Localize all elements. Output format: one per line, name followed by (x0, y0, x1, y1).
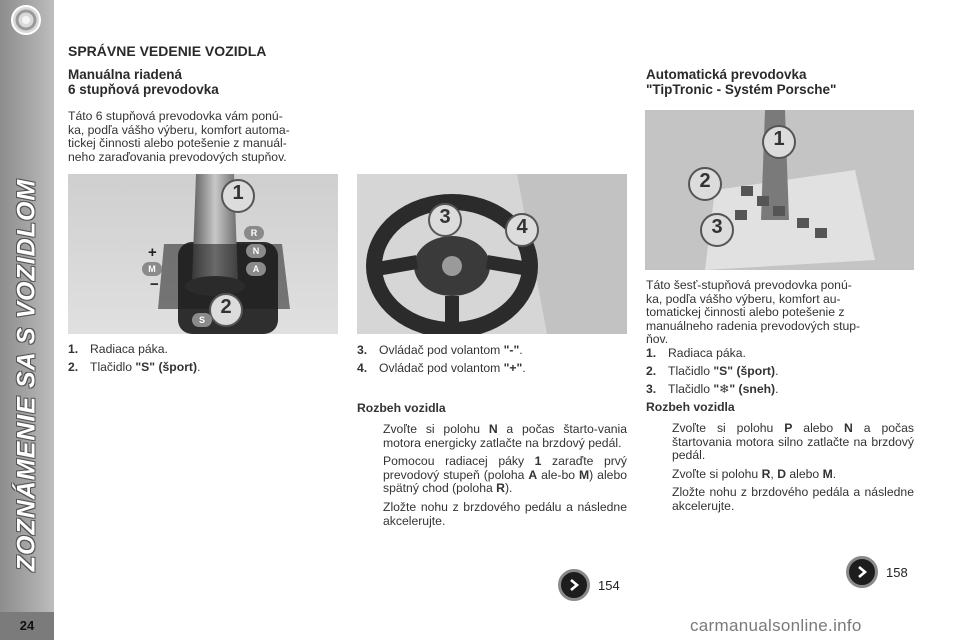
bullet-text: ale-bo (537, 467, 579, 482)
item-number: 1. (646, 346, 657, 360)
manual-title-line1: Manuálna riadená (68, 67, 183, 82)
chevron-right-icon[interactable] (846, 556, 878, 588)
automatic-legend-list (646, 344, 779, 398)
chevron-right-icon[interactable] (558, 569, 590, 601)
automatic-title-line2: "TipTronic - Systém Porsche" (646, 82, 837, 97)
item-text: Tlačidlo (668, 364, 714, 378)
manual-title-line2: 6 stupňová prevodovka (68, 82, 219, 97)
bullet-bold-text: M (579, 467, 590, 482)
section-title: SPRÁVNE VEDENIE VOZIDLA (68, 43, 267, 59)
bullet-text: Zvoľte si polohu (672, 466, 762, 481)
manual-legend-list (68, 340, 200, 376)
automatic-intro-line: manuálneho radenia prevodových stup- (646, 318, 861, 333)
watermark: carmanualsonline.info (690, 616, 862, 635)
callout-1-label: 1 (232, 182, 244, 204)
minus-label: − (150, 276, 159, 293)
callout-3-label: 3 (439, 206, 451, 228)
steering-start-bullets (357, 423, 627, 533)
item-text: Ovládač pod volantom (379, 361, 504, 375)
list-item (68, 358, 200, 376)
item-suffix: . (519, 343, 523, 357)
list-item (646, 344, 779, 362)
bullet-bold-text: M (822, 466, 833, 481)
item-text: Tlačidlo (90, 360, 136, 374)
manual-intro-line: neho zaraďovania prevodových stupňov. (68, 149, 287, 164)
list-item (357, 341, 526, 359)
item-number: 4. (357, 361, 368, 375)
manual-intro (68, 110, 338, 164)
item-text: Tlačidlo (668, 382, 714, 396)
bullet-text: ). (504, 481, 513, 496)
automatic-start-bullets (646, 422, 914, 519)
list-item (357, 423, 627, 450)
item-number: 2. (68, 360, 79, 374)
manual-gearbox-title (68, 67, 219, 97)
item-text: Radiaca páka. (90, 342, 168, 356)
bullet-text: Pomocou radiacej páky (383, 454, 535, 469)
bullet-text: Zložte nohu z brzdového pedála a následne akcelerujte. (672, 485, 914, 513)
bullet-bold-text: P (784, 421, 793, 435)
bullet-bold-text: R (761, 466, 771, 481)
steering-start-title: Rozbeh vozidla (357, 401, 446, 415)
sport-button-badge: S (192, 313, 212, 327)
callout-4-label: 4 (516, 216, 528, 238)
list-item (646, 486, 914, 513)
item-suffix: . (775, 382, 779, 396)
automatic-start-title: Rozbeh vozidla (646, 400, 735, 414)
bullet-text: alebo (786, 466, 823, 481)
automatic-intro-line: ňov. (646, 332, 669, 347)
item-text: Radiaca páka. (668, 346, 746, 360)
list-item (357, 455, 627, 496)
gate-n-badge: N (246, 244, 266, 258)
automatic-title-line1: Automatická prevodovka (646, 67, 807, 82)
manual-intro-line: tickej činnosti alebo potešenie z manuál- (68, 136, 287, 151)
bullet-text: zaraďte prvý prevodový stupeň (poloha (383, 454, 627, 482)
automatic-gearbox-title (646, 67, 836, 97)
callout-2-label: 2 (220, 296, 232, 318)
callout-3-label: 3 (711, 216, 723, 238)
manual-gear-lever-figure (68, 174, 338, 334)
bullet-text: a počas štarto-vania motora energicky zatlačte na brzdový pedál. (383, 422, 628, 450)
item-bold-text: "+" (503, 361, 523, 375)
list-item (646, 362, 779, 380)
bullet-bold-text: A (528, 467, 538, 482)
callout-2-label: 2 (699, 170, 711, 192)
bullet-text: alebo (792, 421, 845, 435)
steering-legend-list (357, 341, 526, 377)
item-suffix: . (522, 361, 526, 375)
item-number: 3. (357, 343, 368, 357)
vertical-chapter-title: ZOZNÁMENIE SA S VOZIDLOM (12, 178, 41, 572)
item-bold-text: "❄" (sneh) (713, 382, 776, 396)
bullet-text: . (832, 466, 837, 481)
item-suffix: . (197, 360, 201, 374)
nav-link-154[interactable] (558, 569, 620, 601)
bullet-bold-text: R (496, 481, 505, 496)
bullet-bold-text: N (488, 422, 498, 436)
automatic-intro (646, 279, 913, 347)
bullet-bold-text: 1 (534, 454, 542, 469)
callout-1-label: 1 (773, 128, 785, 150)
automatic-intro-line: Táto šesť-stupňová prevodovka ponú- (646, 278, 852, 292)
nav-link-page[interactable]: 158 (886, 564, 908, 580)
gate-m-badge: M (142, 262, 162, 276)
gate-r-badge: R (244, 226, 264, 240)
steering-wheel-figure (357, 174, 627, 334)
bullet-bold-text: D (777, 466, 786, 481)
bullet-text: a počas štartovania motora silno zatlačte na brzdový pedál. (672, 421, 915, 463)
item-number: 1. (68, 342, 79, 356)
list-item (646, 380, 779, 398)
list-item (357, 501, 627, 528)
automatic-gear-lever-figure (645, 110, 914, 270)
bullet-bold-text: N (844, 421, 853, 435)
nav-link-page[interactable]: 154 (598, 577, 620, 593)
list-item (357, 359, 526, 377)
manual-intro-line: ka, podľa vášho výberu, komfort automa- (68, 122, 290, 137)
page-number: 24 (0, 612, 54, 640)
item-suffix: . (775, 364, 779, 378)
list-item (646, 468, 914, 482)
automatic-intro-line: tomatickej činnosti alebo potešenie z (646, 305, 845, 320)
bullet-text: , (770, 466, 778, 481)
item-bold-text: "S" (šport) (135, 360, 198, 374)
list-item (646, 422, 914, 463)
circle-logo-icon (10, 4, 42, 36)
sidebar (0, 0, 54, 640)
bullet-text: Zložte nohu z brzdového pedálu a následne akcelerujte. (383, 499, 627, 528)
list-item (68, 340, 200, 358)
gate-a-badge: A (246, 262, 266, 276)
item-text: Ovládač pod volantom (379, 343, 504, 357)
nav-link-158[interactable] (846, 556, 908, 588)
item-bold-text: "S" (šport) (713, 364, 776, 378)
bullet-text: ) alebo spätný chod (poloha (383, 467, 627, 496)
automatic-intro-line: ka, podľa vášho výberu, komfort au- (646, 291, 841, 306)
bullet-text: Zvoľte si polohu (383, 422, 489, 436)
item-number: 3. (646, 382, 657, 396)
manual-intro-line: Táto 6 stupňová prevodovka vám ponú- (68, 109, 283, 123)
item-number: 2. (646, 364, 657, 378)
bullet-text: Zvoľte si polohu (672, 421, 785, 435)
item-bold-text: "-" (503, 343, 520, 357)
plus-label: + (148, 244, 157, 261)
